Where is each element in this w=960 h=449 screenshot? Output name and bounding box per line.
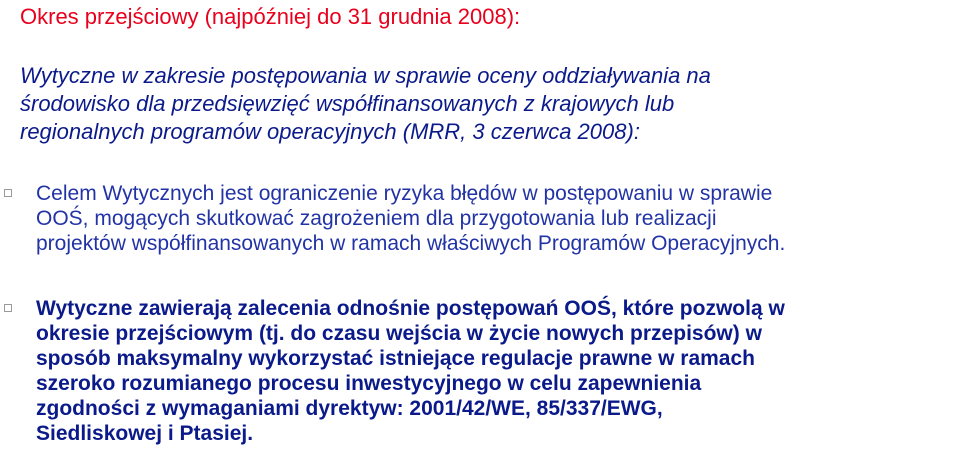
bullet-line: okresie przejściowym (tj. do czasu wejścia w życie nowych przepisów) w: [36, 322, 762, 345]
guidelines-title-line: Wytyczne w zakresie postępowania w sprawie oceny oddziaływania na: [20, 63, 711, 88]
bullet-line: projektów współfinansowanych w ramach właściwych Programów Operacyjnych.: [36, 232, 786, 255]
slide-heading: Okres przejściowy (najpóźniej do 31 grudnia 2008):: [20, 4, 521, 29]
bullet-line: zgodności z wymaganiami dyrektyw: 2001/42/WE, 85/337/EWG,: [36, 397, 663, 420]
bullet-line: Celem Wytycznych jest ograniczenie ryzyka błędów w postępowaniu w sprawie: [36, 182, 773, 205]
bullet-line: Wytyczne zawierają zalecenia odnośnie postępowań OOŚ, które pozwolą w: [36, 297, 785, 320]
guidelines-title-line: regionalnych programów operacyjnych (MRR, 3 czerwca 2008):: [20, 119, 640, 144]
guidelines-title: [20, 62, 920, 146]
bullet-line: OOŚ, mogących skutkować zagrożeniem dla przygotowania lub realizacji: [36, 207, 717, 230]
guidelines-title-line: środowisko dla przedsięwzięć współfinansowanych z krajowych lub: [20, 91, 675, 116]
square-bullet-icon: [4, 304, 12, 312]
bullet-text: [36, 181, 785, 256]
bullet-line: szeroko rozumianego procesu inwestycyjnego w celu zapewnienia: [36, 372, 702, 395]
bullet-line: Siedliskowej i Ptasiej.: [36, 422, 254, 445]
square-bullet-icon: [4, 189, 12, 197]
bullet-line: sposób maksymalny wykorzystać istniejące regulacje prawne w ramach: [36, 347, 755, 370]
bullet-text: [36, 296, 785, 446]
